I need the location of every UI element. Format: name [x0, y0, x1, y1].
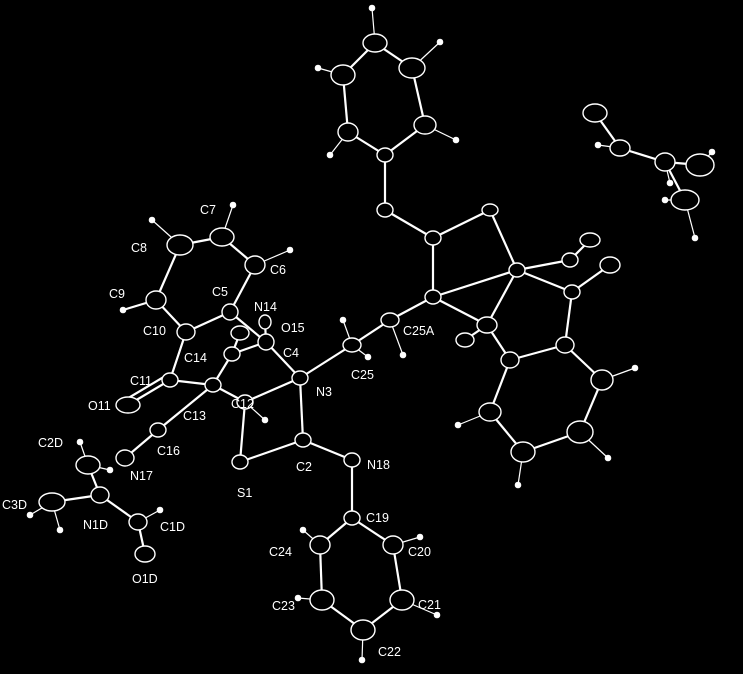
atom-labels [2, 203, 441, 659]
hydrogen-bonds [30, 8, 712, 660]
label-o15: O15 [281, 321, 305, 335]
label-c21: C21 [418, 598, 441, 612]
label-o11: O11 [88, 399, 111, 413]
label-n14: N14 [254, 300, 277, 314]
label-c6: C6 [270, 263, 286, 277]
atoms [39, 34, 714, 640]
label-c23: C23 [272, 599, 295, 613]
label-c25: C25 [351, 368, 374, 382]
label-c2: C2 [296, 460, 312, 474]
label-c4: C4 [283, 346, 299, 360]
label-c2d: C2D [38, 436, 64, 450]
label-c20: C20 [408, 545, 431, 559]
label-s1: S1 [237, 486, 253, 500]
label-c8: C8 [131, 241, 147, 255]
label-c22: C22 [378, 645, 401, 659]
label-n18: N18 [367, 458, 390, 472]
label-c19: C19 [366, 511, 389, 525]
label-n17: N17 [130, 469, 153, 483]
label-c3d: C3D [2, 498, 28, 512]
label-c12: C12 [231, 397, 254, 411]
label-c25a: C25A [403, 324, 435, 338]
label-c7: C7 [200, 203, 216, 217]
label-n3: N3 [316, 385, 332, 399]
label-c16: C16 [157, 444, 180, 458]
label-c14: C14 [184, 351, 207, 365]
hydrogen-atoms [27, 5, 715, 663]
label-c10: C10 [143, 324, 166, 338]
label-c13: C13 [183, 409, 206, 423]
label-c9: C9 [109, 287, 125, 301]
label-c5: C5 [212, 285, 228, 299]
label-o1d: O1D [132, 572, 158, 586]
label-n1d: N1D [83, 518, 109, 532]
label-c24: C24 [269, 545, 292, 559]
label-c1d: C1D [160, 520, 186, 534]
label-c11: C11 [130, 374, 153, 388]
